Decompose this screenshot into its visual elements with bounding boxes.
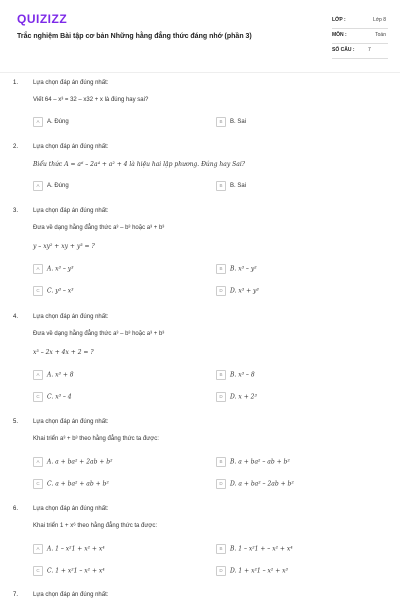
option-box[interactable]: B <box>216 117 226 127</box>
option-text: A. Đúng <box>47 119 69 125</box>
question-instruction: Lựa chọn đáp án đúng nhất: <box>33 419 109 425</box>
option-box[interactable]: C <box>33 566 43 576</box>
question-instruction: Lựa chọn đáp án đúng nhất: <box>33 506 109 512</box>
question-expression: x³ – 2x + 4x + 2 = ? <box>33 349 94 356</box>
question-instruction: Lựa chọn đáp án đúng nhất: <box>33 144 109 150</box>
option-box[interactable]: D <box>216 392 226 402</box>
meta-row-class <box>332 14 388 29</box>
meta-label: MÔN : <box>332 32 347 38</box>
option-box[interactable]: C <box>33 286 43 296</box>
option-text: B. Sai <box>230 183 247 189</box>
option-text: B. x³ – 8 <box>230 371 255 379</box>
option-box[interactable]: D <box>216 479 226 489</box>
meta-label: LỚP : <box>332 17 346 23</box>
option-text: D. x + 2³ <box>230 393 257 401</box>
question-text: Đưa về dạng hằng đẳng thức a³ – b³ hoặc a³ + b³ <box>33 225 165 231</box>
option-box[interactable]: B <box>216 544 226 554</box>
divider <box>0 72 400 73</box>
option-box[interactable]: A <box>33 370 43 380</box>
question-number: 6. <box>13 506 19 512</box>
option-c[interactable] <box>33 479 109 489</box>
quizizz-logo: QUIZIZZ <box>17 12 68 26</box>
question-instruction: Lựa chọn đáp án đúng nhất: <box>33 80 109 86</box>
question-text: Khai triển a³ + b³ theo hằng đẳng thức ta được: <box>33 436 159 442</box>
option-text: B. Sai <box>230 119 247 125</box>
option-a[interactable] <box>33 264 74 274</box>
option-text: B. x³ – y² <box>230 265 257 273</box>
meta-label: SỐ CÂU : <box>332 47 355 53</box>
question-instruction: Lựa chọn đáp án đúng nhất: <box>33 592 109 598</box>
meta-value: 7 <box>368 47 371 53</box>
option-text: B. 1 – x²1 + – x² + x⁴ <box>230 545 293 553</box>
question-text: Khai triển 1 + x⁶ theo hằng đẳng thức ta được: <box>33 523 158 529</box>
meta-value: Lớp 8 <box>372 17 386 23</box>
meta-row-subject <box>332 29 388 44</box>
question-expression: y – xy² + xy + y³ = ? <box>33 243 95 250</box>
option-c[interactable] <box>33 392 72 402</box>
option-b[interactable] <box>216 544 293 554</box>
meta-row-count <box>332 44 388 59</box>
question-number: 3. <box>13 208 19 214</box>
option-box[interactable]: B <box>216 370 226 380</box>
option-text: A. x³ + 8 <box>47 371 74 379</box>
question-number: 4. <box>13 314 19 320</box>
option-text: A. 1 – x²1 + x² + x⁴ <box>47 545 105 553</box>
option-box[interactable]: B <box>216 264 226 274</box>
option-box[interactable]: A <box>33 457 43 467</box>
option-b[interactable] <box>216 117 246 127</box>
option-text: C. y³ – x³ <box>47 287 74 295</box>
option-text: D. a + ba² – 2ab + b² <box>230 480 294 488</box>
option-box[interactable]: D <box>216 286 226 296</box>
option-b[interactable] <box>216 264 257 274</box>
option-box[interactable]: A <box>33 264 43 274</box>
option-d[interactable] <box>216 566 288 576</box>
option-a[interactable] <box>33 181 69 191</box>
option-d[interactable] <box>216 479 294 489</box>
question-number: 7. <box>13 592 19 598</box>
option-a[interactable] <box>33 117 69 127</box>
option-box[interactable]: B <box>216 181 226 191</box>
option-box[interactable]: A <box>33 181 43 191</box>
option-text: A. a + ba² + 2ab + b² <box>47 458 113 466</box>
page-title: Trắc nghiệm Bài tập cơ bản Những hằng đẳng thức đáng nhớ (phần 3) <box>17 33 252 40</box>
question-number: 2. <box>13 144 19 150</box>
option-box[interactable]: B <box>216 457 226 467</box>
question-number: 5. <box>13 419 19 425</box>
option-box[interactable]: A <box>33 544 43 554</box>
option-text: C. x³ – 4 <box>47 393 72 401</box>
option-c[interactable] <box>33 286 74 296</box>
option-text: A. Đúng <box>47 183 69 189</box>
option-box[interactable]: D <box>216 566 226 576</box>
option-d[interactable] <box>216 392 257 402</box>
option-a[interactable] <box>33 370 74 380</box>
option-box[interactable]: C <box>33 479 43 489</box>
option-a[interactable] <box>33 544 105 554</box>
option-box[interactable]: C <box>33 392 43 402</box>
option-d[interactable] <box>216 286 259 296</box>
option-b[interactable] <box>216 181 246 191</box>
question-instruction: Lựa chọn đáp án đúng nhất: <box>33 314 109 320</box>
option-b[interactable] <box>216 457 290 467</box>
question-number: 1. <box>13 80 19 86</box>
option-a[interactable] <box>33 457 113 467</box>
header <box>0 0 400 72</box>
option-b[interactable] <box>216 370 255 380</box>
option-text: C. 1 + x²1 – x² + x⁴ <box>47 567 105 575</box>
meta-value: Toán <box>375 32 386 38</box>
option-text: D. 1 + x²1 – x² + x³ <box>230 567 288 575</box>
question-text: Biểu thức A = a⁶ – 2a⁴ + a² + 4 là hiệu hai lập phương. Đúng hay Sai? <box>33 161 245 168</box>
option-c[interactable] <box>33 566 105 576</box>
option-box[interactable]: A <box>33 117 43 127</box>
question-text: Viết 64 – x³ = 32 – x32 + x là đúng hay sai? <box>33 97 149 103</box>
question-text: Đưa về dạng hằng đẳng thức a³ – b³ hoặc a³ + b³ <box>33 331 165 337</box>
option-text: D. x³ + y³ <box>230 287 259 295</box>
option-text: C. a + ba² + ab + b² <box>47 480 109 488</box>
option-text: B. a + ba² – ab + b² <box>230 458 290 466</box>
meta-table <box>332 14 388 59</box>
option-text: A. x³ – y³ <box>47 265 74 273</box>
question-instruction: Lựa chọn đáp án đúng nhất: <box>33 208 109 214</box>
